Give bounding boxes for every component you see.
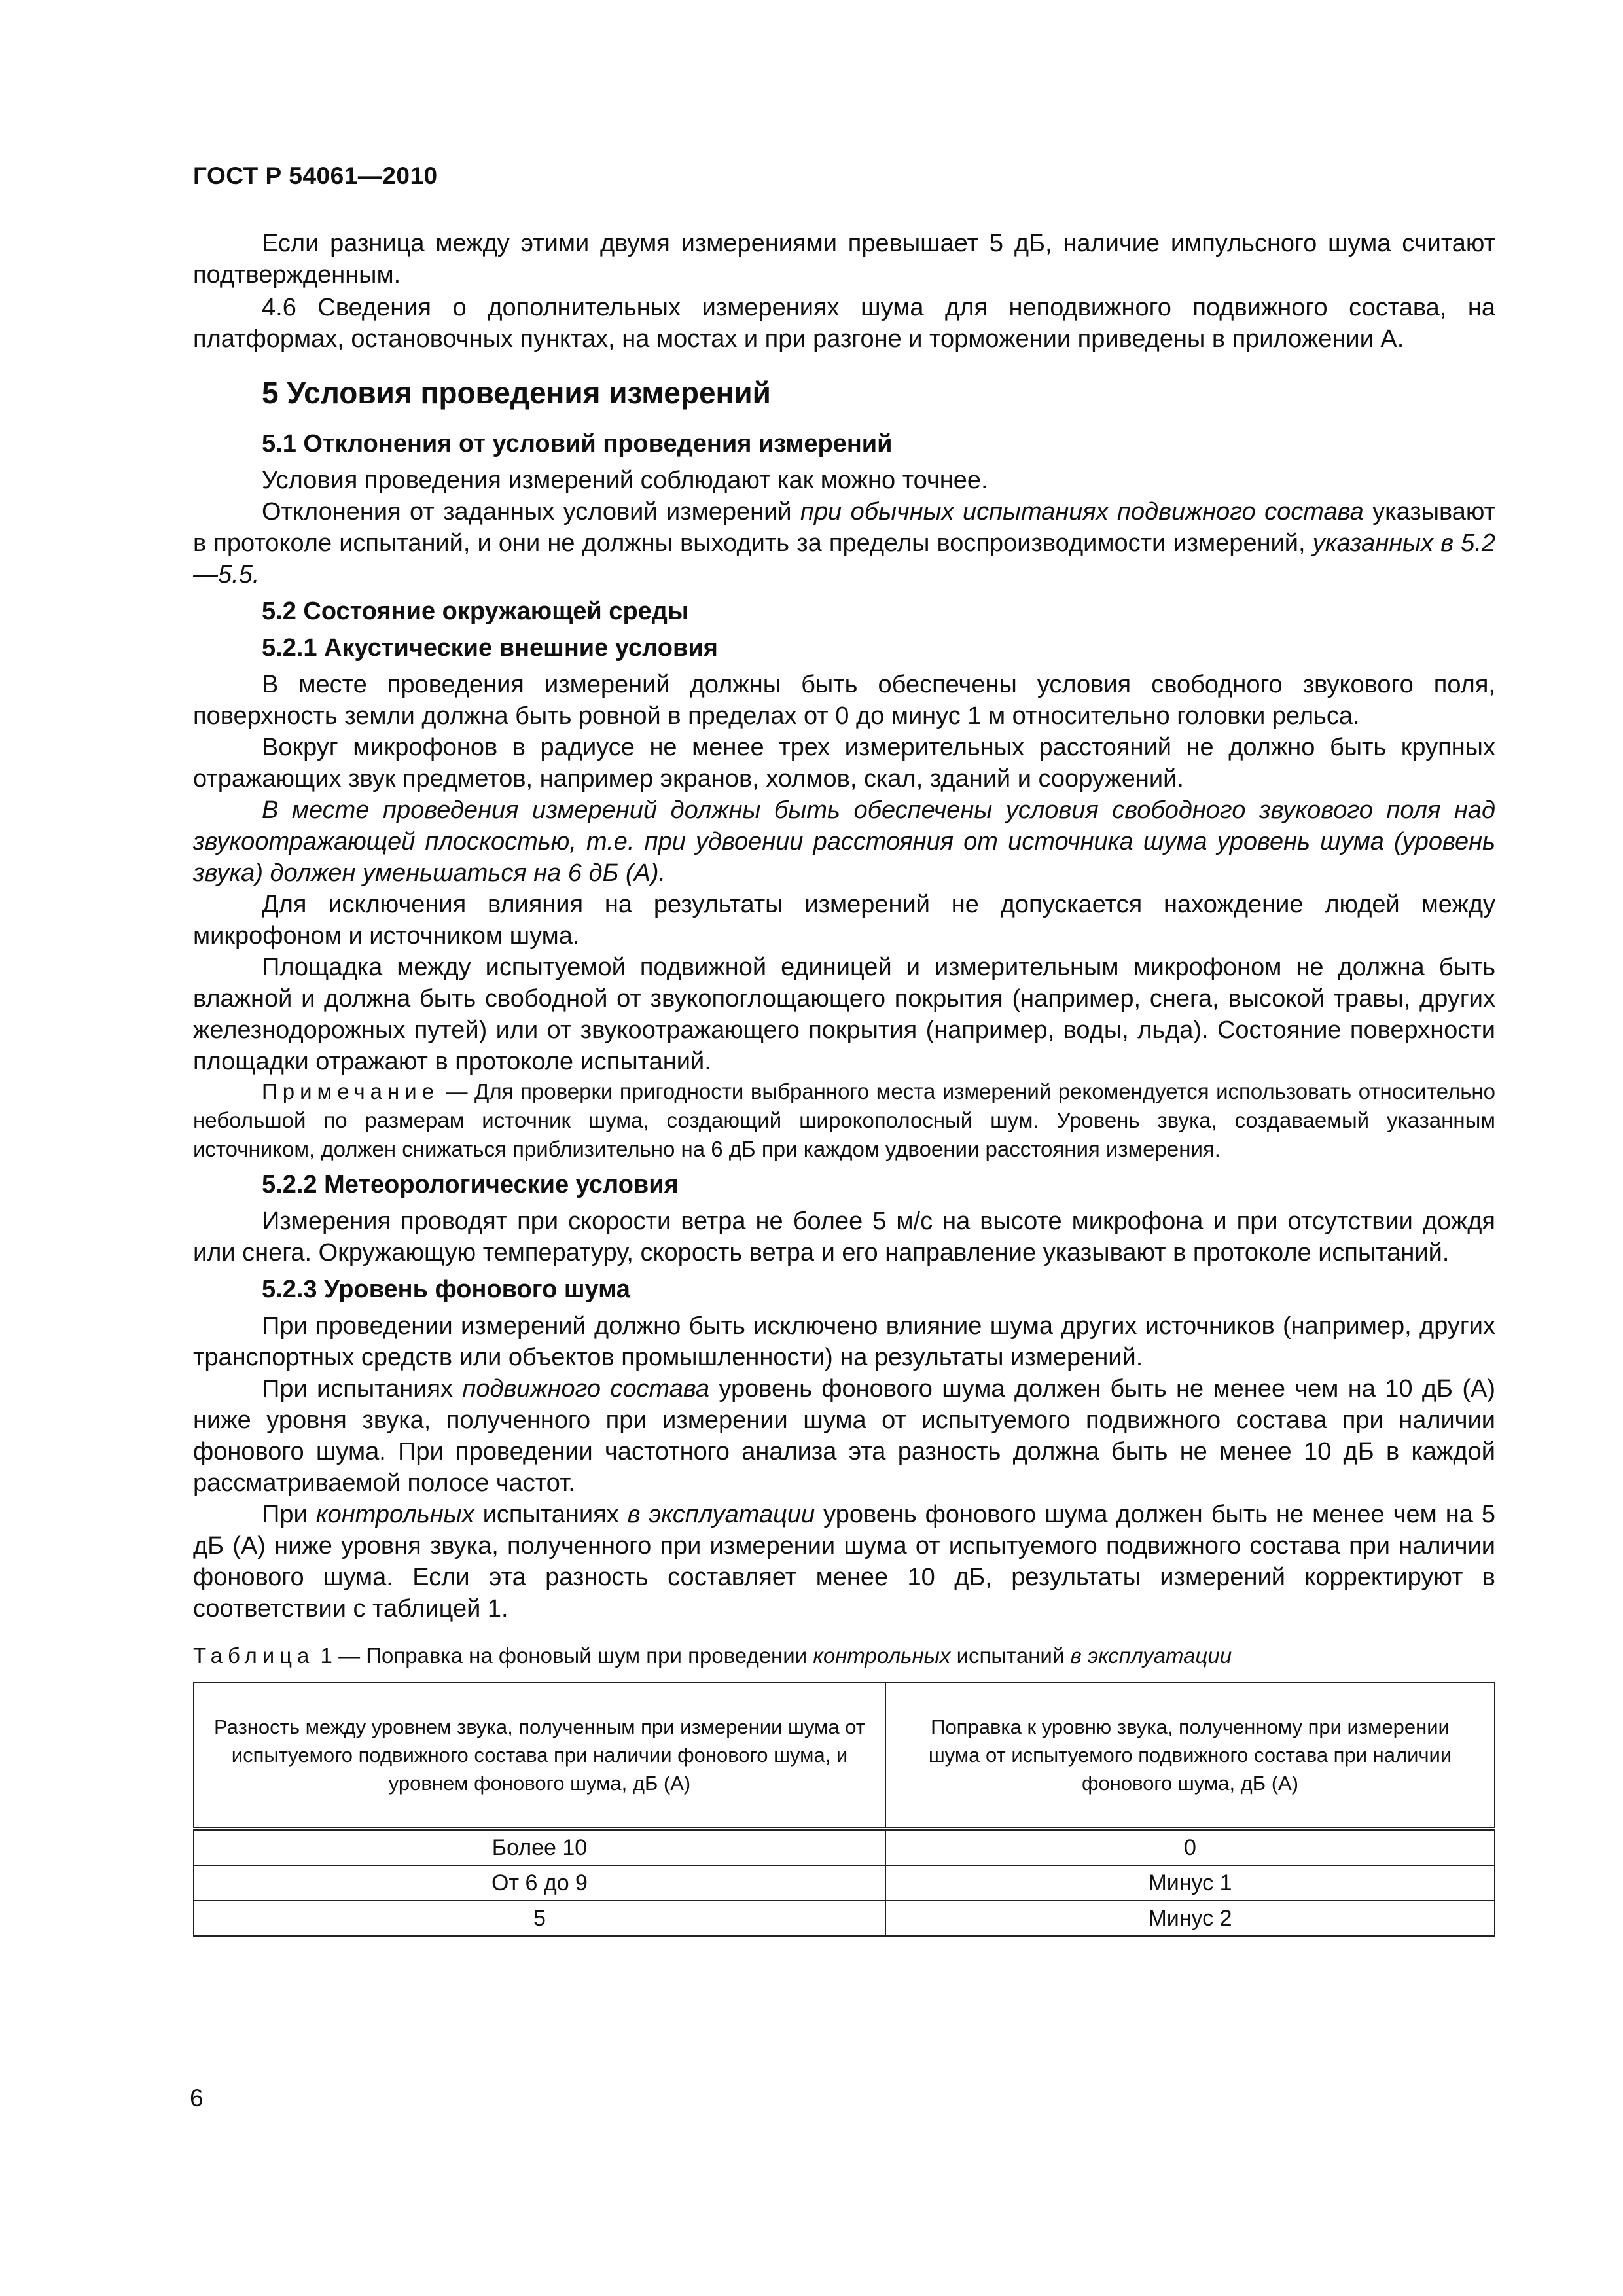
- paragraph-4-6: 4.6 Сведения о дополнительных измерениях шума для неподвижного подвижного состава, на платформах, остановочных пунктах, на мостах и при разгоне и торможении приведены в приложении А.: [193, 294, 1495, 353]
- table-cell: 0: [885, 1829, 1495, 1865]
- section-5-2-2-title: 5.2.2 Метеорологические условия: [262, 1171, 679, 1198]
- paragraph-5-2-1-b: Вокруг микрофонов в радиусе не менее трех измерительных расстояний не должно быть крупных отражающих звук предметов, например экранов, холмов, скал, зданий и сооружений.: [193, 734, 1495, 793]
- paragraph-5-2-3-a: При проведении измерений должно быть исключено влияние шума других источников (например, других транспортных средств или объектов промышленности) на результаты измерений.: [193, 1312, 1495, 1371]
- table-cell: Более 10: [194, 1829, 885, 1865]
- paragraph-5-2-1-d: Для исключения влияния на результаты измерений не допускается нахождение людей между микрофоном и источником шума.: [193, 891, 1495, 950]
- paragraph-5-2-1-a: В месте проведения измерений должны быть обеспечены условия свободного звукового поля, поверхность земли должна быть ровной в пределах от 0 до минус 1 м относительно головки рельса.: [193, 671, 1495, 730]
- paragraph-5-2-1-c: В месте проведения измерений должны быть обеспечены условия свободного звукового поля над звукоотражающей плоскостью, т.е. при удвоении расстояния от источника шума уровень шума (уровень звука) должен уменьшаться на 6 дБ (А).: [193, 797, 1495, 887]
- paragraph-5-2-3-c: При контрольных испытаниях в эксплуатации уровень фонового шума должен быть не менее чем на 5 дБ (А) ниже уровня звука, полученного при измерении шума от испытуемого подвижного состава при наличии фонового шума. Если эта разность составляет менее 10 дБ, результаты измерений корректируют в соответствии с таблицей 1.: [193, 1501, 1496, 1623]
- document-header: ГОСТ Р 54061—2010: [193, 162, 438, 189]
- table-row: [194, 1901, 1495, 1936]
- paragraph-5-2-1-e: Площадка между испытуемой подвижной единицей и измерительным микрофоном не должна быть влажной и должна быть свободной от звукопоглощающего покрытия (например, снега, высокой травы, других железнодорожных путей) или от звукоотражающего покрытия (например, воды, льда). Состояние поверхности площадки отражают в протоколе испытаний.: [193, 954, 1495, 1075]
- section-5-title: 5 Условия проведения измерений: [262, 376, 771, 410]
- table-header-cell: Разность между уровнем звука, полученным при измерении шума от испытуемого подвижного состава при наличии фонового шума, и уровнем фонового шума, дБ (А): [194, 1683, 885, 1829]
- table-row: [194, 1865, 1495, 1901]
- note-text: — Для проверки пригодности выбранного места измерений рекомендуется использовать относительно небольшой по размерам источник шума, создающий широкополосный шум. Уровень звука, создаваемый указанным источником, должен снижаться приблизительно на 6 дБ при каждом удвоении расстояния измерения.: [193, 1079, 1495, 1161]
- table-cell: 5: [194, 1901, 885, 1936]
- table-row: [194, 1829, 1495, 1865]
- paragraph-5-2-3-b: При испытаниях подвижного состава уровень фонового шума должен быть не менее чем на 10 дБ (А) ниже уровня звука, полученного при измерении шума от испытуемого подвижного состава при наличии фонового шума. При проведении частотного анализа эта разность должна быть не менее 10 дБ в каждой рассматриваемой полосе частот.: [193, 1375, 1495, 1497]
- table-cell: Минус 1: [885, 1865, 1495, 1901]
- paragraph-5-1-a: Условия проведения измерений соблюдают как можно точнее.: [262, 467, 988, 494]
- table-cell: От 6 до 9: [194, 1865, 885, 1901]
- paragraph-5-1-b: Отклонения от заданных условий измерений при обычных испытаниях подвижного состава указывают в протоколе испытаний, и они не должны выходить за пределы воспроизводимости измерений, указанных в 5.2—5.5.: [193, 498, 1496, 588]
- section-5-1-title: 5.1 Отклонения от условий проведения измерений: [262, 430, 893, 457]
- paragraph-5-2-2: Измерения проводят при скорости ветра не более 5 м/с на высоте микрофона и при отсутствии дождя или снега. Окружающую температуру, скорость ветра и его направление указывают в протоколе испытаний.: [193, 1208, 1495, 1266]
- table-1: [193, 1682, 1495, 1937]
- table-cell: Минус 2: [885, 1901, 1495, 1936]
- document-body: [193, 228, 1495, 1937]
- table-1-caption: Таблица 1 — Поправка на фоновый шум при проведении контрольных испытаний в эксплуатации: [193, 1643, 1232, 1668]
- note-label: Примечание: [262, 1079, 440, 1103]
- table-header-cell: Поправка к уровню звука, полученному при измерении шума от испытуемого подвижного состава при наличии фонового шума, дБ (А): [885, 1683, 1495, 1829]
- section-5-2-3-title: 5.2.3 Уровень фонового шума: [262, 1276, 630, 1303]
- section-5-2-title: 5.2 Состояние окружающей среды: [262, 598, 689, 625]
- table-header-row: [194, 1683, 1495, 1829]
- section-5-2-1-title: 5.2.1 Акустические внешние условия: [262, 634, 718, 662]
- note-5-2-1: [193, 1077, 1495, 1164]
- page-number: 6: [190, 2085, 204, 2111]
- paragraph-continuation: Если разница между этими двумя измерениями превышает 5 дБ, наличие импульсного шума считают подтвержденным.: [193, 230, 1495, 289]
